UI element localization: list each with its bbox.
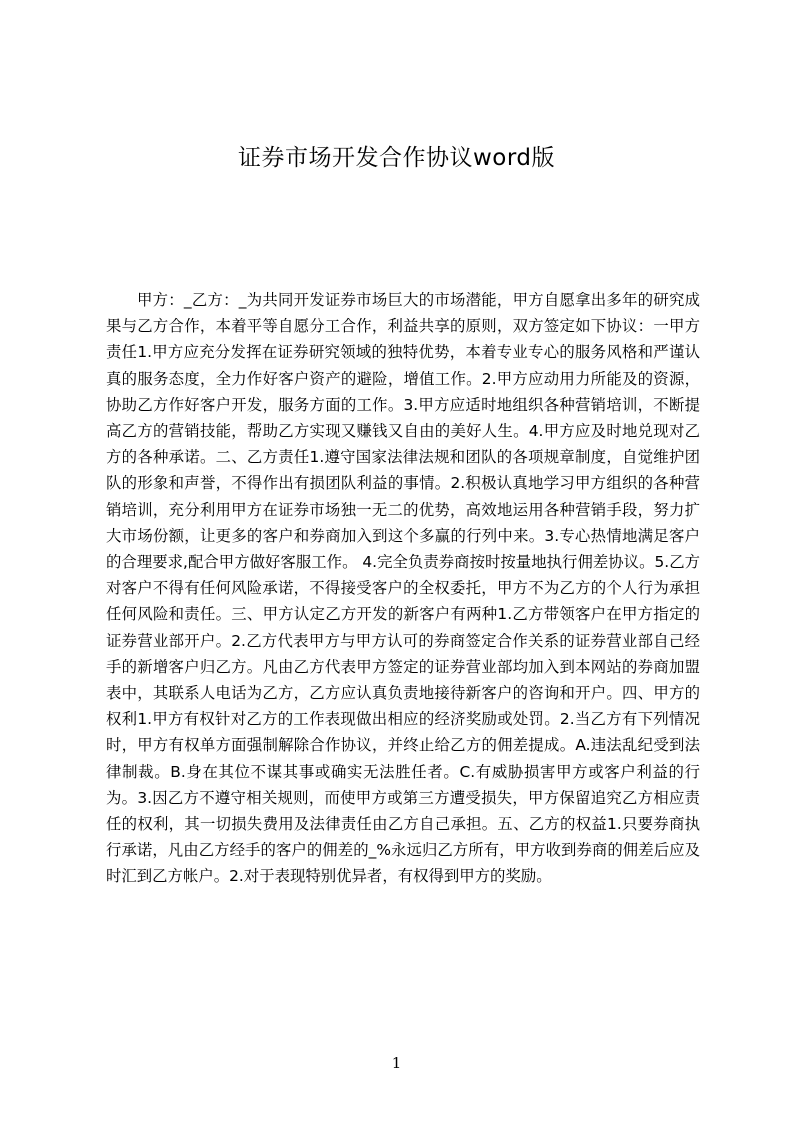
document-title: 证券市场开发合作协议word版 bbox=[237, 145, 556, 171]
page-number: 1 bbox=[391, 1054, 402, 1072]
agreement-body-text: 甲方：_乙方：_为共同开发证券市场巨大的市场潜能，甲方自愿拿出多年的研究成果与乙方合作，本着平等自愿分工合作，利益共享的原则，双方签定如下协议：一甲方责任1.甲方应充分发挥在证券研究领域的独特优势，本着专业专心的服务风格和严谨认真的服务态度，全力作好客户资产的避险，增值工作。2.甲方应动用力所能及的资源，协助乙方作好客户开发，服务方面的工作。3.甲方应适时地组织各种营销培训，不断提高乙方的营销技能，帮助乙方实现又赚钱又自由的美好人生。4.甲方应及时地兑现对乙方的各种承诺。二、乙方责任1.遵守国家法律法规和团队的各项规章制度，自觉维护团队的形象和声誉，不得作出有损团队利益的事情。2.积极认真地学习甲方组织的各种营销培训，充分利用甲方在证券市场独一无二的优势，高效地运用各种营销手段，努力扩大市场份额，让更多的客户和券商加入到这个多赢的行列中来。3.专心热情地满足客户的合理要求,配合甲方做好客服工作。 4.完全负责券商按时按量地执行佣差协议。5.乙方对客户不得有任何风险承诺，不得接受客户的全权委托，甲方不为乙方的个人行为承担任何风险和责任。三、甲方认定乙方开发的新客户有两种1.乙方带领客户在甲方指定的证券营业部开户。2.乙方代表甲方与甲方认可的券商签定合作关系的证券营业部自己经手的新增客户归乙方。凡由乙方代表甲方签定的证券营业部均加入到本网站的券商加盟表中，其联系人电话为乙方，乙方应认真负责地接待新客户的咨询和开户。四、甲方的权利1.甲方有权针对乙方的工作表现做出相应的经济奖励或处罚。2.当乙方有下列情况时，甲方有权单方面强制解除合作协议，并终止给乙方的佣差提成。A.违法乱纪受到法律制裁。B.身在其位不谋其事或确实无法胜任者。C.有威胁损害甲方或客户利益的行为。3.因乙方不遵守相关规则，而使甲方或第三方遭受损失，甲方保留追究乙方相应责任的权利，其一切损失费用及法律责任由乙方自己承担。五、乙方的权益1.只要券商执行承诺，凡由乙方经手的客户的佣差的_%永远归乙方所有，甲方收到券商的佣差后应及时汇到乙方帐户。2.对于表现特别优异者，有权得到甲方的奖励。 bbox=[106, 291, 700, 886]
